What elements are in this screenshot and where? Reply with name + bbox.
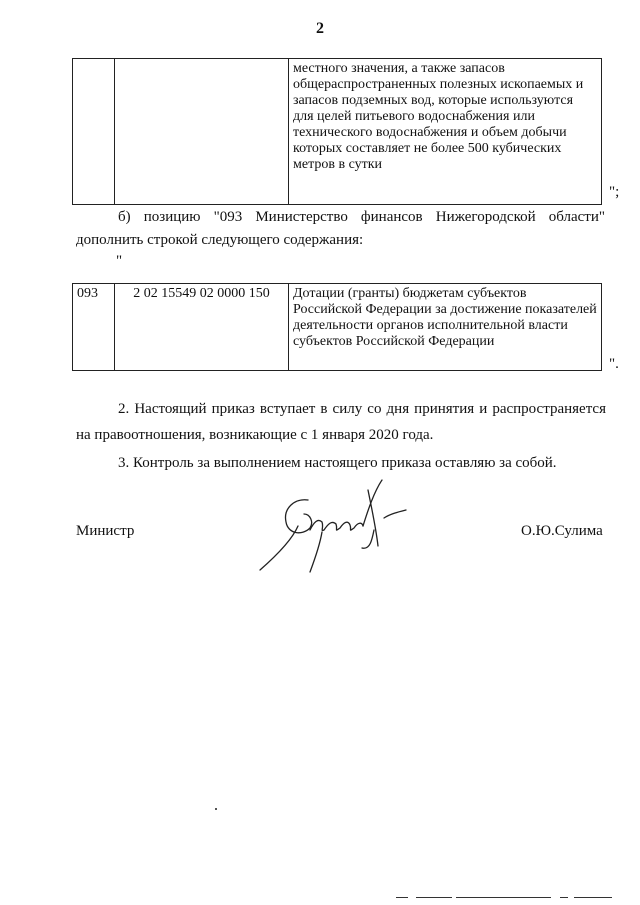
handwritten-signature (250, 470, 420, 580)
page-number: 2 (316, 20, 324, 37)
scan-artifact (396, 897, 408, 898)
scan-artifact (560, 897, 568, 898)
signature-name: О.Ю.Сулима (521, 523, 603, 539)
table-cell-text: Дотации (гранты) бюджетам субъектов Российской Федерации за достижение показателей деятельности органов исполнительной власти субъектов Российской Федерации (289, 284, 602, 371)
para3: 3. Контроль за выполнением настоящего приказа оставляю за собой. (118, 455, 557, 471)
table-cell-kbk (115, 59, 289, 205)
table-row (73, 284, 602, 371)
signature-title: Министр (76, 523, 135, 539)
scan-artifact (416, 897, 452, 898)
item-b-line1: б) позицию "093 Министерство финансов Нижегородской области" (118, 209, 605, 225)
scan-speck (215, 808, 217, 810)
table-continuation (72, 58, 602, 205)
scan-artifact (456, 897, 551, 898)
opening-quote: " (116, 253, 123, 269)
table-cell-code (73, 59, 115, 205)
closing-quote: "; (609, 184, 620, 200)
table-cell-kbk: 2 02 15549 02 0000 150 (115, 284, 289, 371)
table-row (73, 59, 602, 205)
table-cell-code: 093 (73, 284, 115, 371)
para2-line1: 2. Настоящий приказ вступает в силу со дня принятия и распространяется (118, 401, 606, 417)
scan-artifact (574, 897, 612, 898)
closing-quote: ". (609, 356, 619, 372)
para2-line2: на правоотношения, возникающие с 1 января 2020 года. (76, 427, 434, 443)
table-new-row (72, 283, 602, 371)
table-cell-text: местного значения, а также запасов общераспространенных полезных ископаемых и запасов подземных вод, которые используются для целей питьевого водоснабжения или технического водоснабжения и объем добычи которых составляет не более 500 кубических метров в сутки (289, 59, 602, 205)
item-b-line2: дополнить строкой следующего содержания: (76, 232, 364, 248)
